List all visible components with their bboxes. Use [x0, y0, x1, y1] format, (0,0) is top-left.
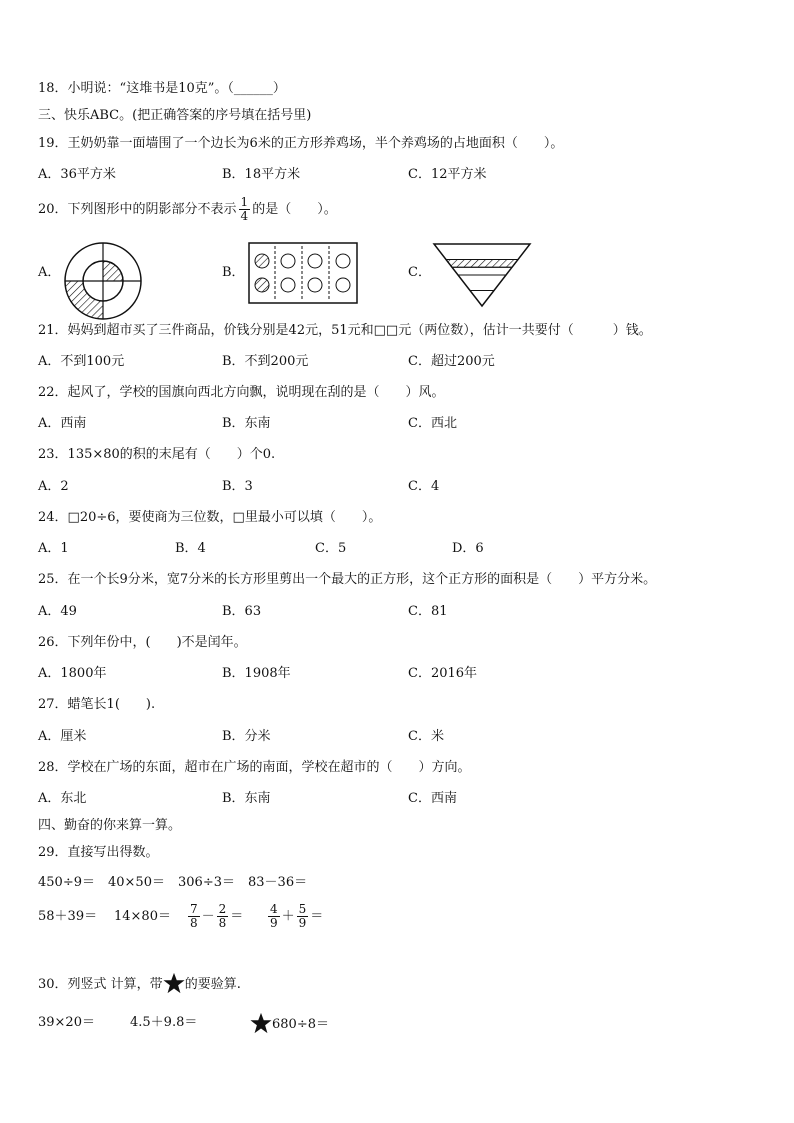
- q22-stem: 22．起风了，学校的国旗向西北方向飘，说明现在刮的是（ ）风。: [38, 385, 445, 400]
- q28-stem: 28．学校在广场的东面，超市在广场的南面，学校在超市的（ ）方向。: [38, 760, 471, 775]
- q19-stem: 19．王奶奶靠一面墙围了一个边长为6米的正方形养鸡场，半个养鸡场的占地面积（ ）。: [38, 136, 564, 151]
- q26-option-a[interactable]: A．1800年: [38, 666, 107, 681]
- q22-option-a[interactable]: A．西南: [38, 416, 87, 431]
- q29-item: 58＋39＝: [38, 909, 98, 924]
- q27-stem: 27．蜡笔长1( ).: [38, 697, 156, 712]
- q30-item: 4.5＋9.8＝: [130, 1015, 198, 1030]
- q23-option-b[interactable]: B．3: [222, 479, 253, 494]
- q24-option-d[interactable]: D．6: [452, 541, 484, 556]
- q20-figure-c-inverted-triangle: [432, 242, 532, 308]
- q21-stem: 21．妈妈到超市买了三件商品，价钱分别是42元，51元和□□元（两位数），估计一共要付（ ）钱。: [38, 323, 652, 338]
- q20-figure-a-concentric-circles: [62, 240, 144, 322]
- q20-option-c[interactable]: C．: [408, 265, 431, 280]
- q29-item: 306÷3＝: [178, 875, 235, 890]
- q29-stem: 29．直接写出得数。: [38, 845, 159, 860]
- q20-option-b[interactable]: B．: [222, 265, 245, 280]
- q26-option-c[interactable]: C．2016年: [408, 666, 478, 681]
- q28-option-c[interactable]: C．西南: [408, 791, 457, 806]
- q21-option-b[interactable]: B．不到200元: [222, 354, 309, 369]
- q27-option-a[interactable]: A．厘米: [38, 729, 87, 744]
- q23-stem: 23．135×80的积的末尾有（ ）个0.: [38, 447, 276, 462]
- q23-option-a[interactable]: A．2: [38, 479, 69, 494]
- q22-option-c[interactable]: C．西北: [408, 416, 457, 431]
- q29-item: 40×50＝: [108, 875, 165, 890]
- q19-option-c[interactable]: C．12平方米: [408, 167, 487, 182]
- q24-stem: 24．□20÷6，要使商为三位数，□里最小可以填（ ）。: [38, 510, 382, 525]
- q21-option-a[interactable]: A．不到100元: [38, 354, 125, 369]
- q19-option-b[interactable]: B．18平方米: [222, 167, 301, 182]
- q30-item-starred: 680÷8＝: [250, 1012, 329, 1034]
- q25-stem: 25．在一个长9分米，宽7分米的长方形里剪出一个最大的正方形，这个正方形的面积是（ ）平方分米。: [38, 572, 657, 587]
- q26-stem: 26．下列年份中，( )不是闰年。: [38, 635, 247, 650]
- q30-stem: 30．列竖式 计算，带 的要验算.: [38, 972, 241, 994]
- q26-option-b[interactable]: B．1908年: [222, 666, 291, 681]
- q19-option-a[interactable]: A．36平方米: [38, 167, 116, 182]
- q27-option-c[interactable]: C．米: [408, 729, 444, 744]
- q30-item: 39×20＝: [38, 1015, 95, 1030]
- q29-item: 83－36＝: [248, 875, 308, 890]
- q29-item: 14×80＝: [114, 909, 171, 924]
- q25-option-b[interactable]: B．63: [222, 604, 262, 619]
- q18: 18．小明说：“这堆书是10克”。（______）: [38, 81, 286, 96]
- fraction-one-quarter: $\frac{1}{4}$: [240, 195, 249, 223]
- q25-option-c[interactable]: C．81: [408, 604, 448, 619]
- section-3-title: 三、快乐ABC。(把正确答案的序号填在括号里): [38, 108, 312, 123]
- q21-option-c[interactable]: C．超过200元: [408, 354, 495, 369]
- q29-item: 450÷9＝: [38, 875, 95, 890]
- q28-option-b[interactable]: B．东南: [222, 791, 271, 806]
- q28-option-a[interactable]: A．东北: [38, 791, 87, 806]
- section-4-title: 四、勤奋的你来算一算。: [38, 818, 182, 833]
- q20-stem: 20．下列图形中的阴影部分不表示 $\frac{1}{4}$ 的是（ ）。: [38, 195, 337, 223]
- q20-figure-b-circle-grid: [248, 242, 358, 304]
- q23-option-c[interactable]: C．4: [408, 479, 440, 494]
- q24-option-b[interactable]: B．4: [175, 541, 206, 556]
- q22-option-b[interactable]: B．东南: [222, 416, 271, 431]
- q25-option-a[interactable]: A．49: [38, 604, 77, 619]
- q20-option-a[interactable]: A．: [38, 265, 61, 280]
- q24-option-a[interactable]: A．1: [38, 541, 69, 556]
- q29-fraction-expression-2: $\frac{4}{9}$ ＋ $\frac{5}{9}$ ＝: [270, 902, 324, 930]
- star-icon: [163, 972, 185, 994]
- star-icon: [250, 1012, 272, 1034]
- q29-fraction-expression-1: $\frac{7}{8}$ － $\frac{2}{8}$ ＝: [190, 902, 244, 930]
- q24-option-c[interactable]: C．5: [315, 541, 347, 556]
- q27-option-b[interactable]: B．分米: [222, 729, 271, 744]
